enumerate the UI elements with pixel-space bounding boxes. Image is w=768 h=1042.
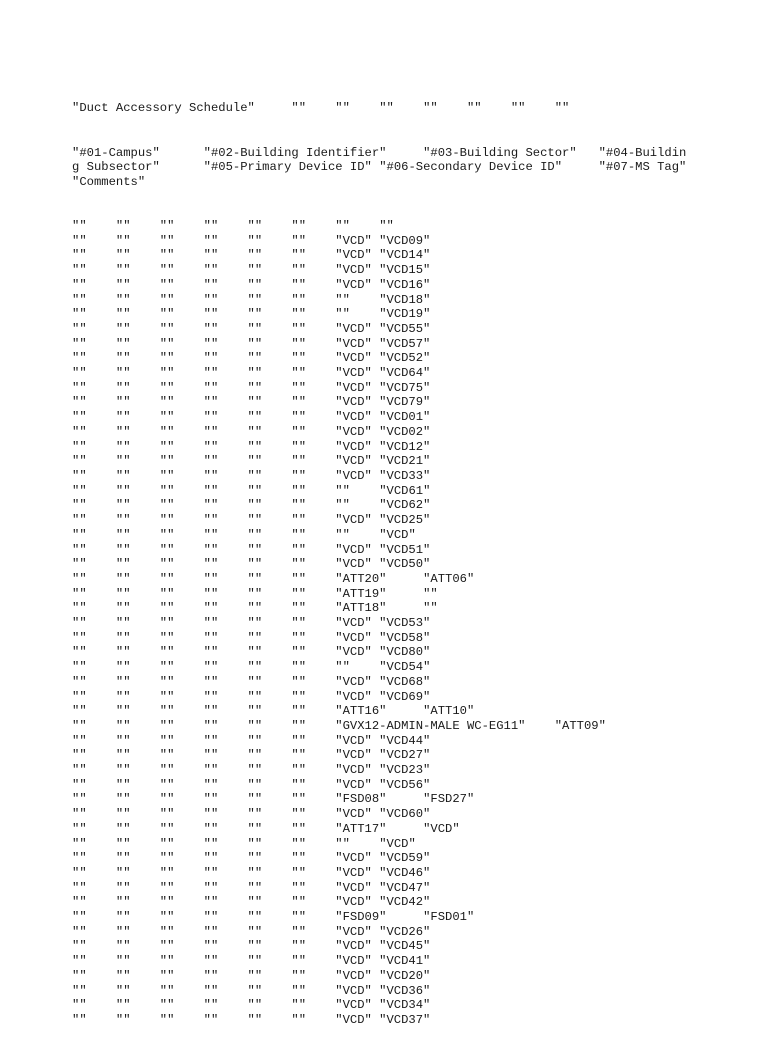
schedule-row: "" "" "" "" "" "" "VCD" "VCD16" — [72, 277, 431, 292]
schedule-row: "" "" "" "" "" "" "" "VCD18" — [72, 292, 431, 307]
schedule-row: "" "" "" "" "" "" "VCD" "VCD37" — [72, 1013, 431, 1027]
schedule-row: "" "" "" "" "" "" "VCD" "VCD56" — [72, 777, 431, 792]
document-text — [72, 72, 731, 1042]
schedule-row: "" "" "" "" "" "" "VCD" "VCD55" — [72, 321, 431, 336]
schedule-row: "" "" "" "" "" "" "VCD" "VCD25" — [72, 513, 431, 528]
schedule-row: "" "" "" "" "" "" "VCD" "VCD21" — [72, 454, 431, 469]
schedule-row: "" "" "" "" "" "" "ATT17" "VCD" — [72, 821, 460, 836]
schedule-row: "" "" "" "" "" "" "VCD" "VCD52" — [72, 351, 431, 366]
schedule-row: "" "" "" "" "" "" "VCD" "VCD75" — [72, 380, 431, 395]
schedule-title-line: "Duct Accessory Schedule" "" "" "" "" "" "" "" — [72, 101, 570, 116]
schedule-row: "" "" "" "" "" "" "VCD" "VCD12" — [72, 439, 431, 454]
column-header-line: "#01-Campus" "#02-Building Identifier" "#03-Building Sector" "#04-Building Subsector" "#05-Primary Device ID" "#06-Secondary Device ID" "#07-MS Tag" "Comments" — [72, 145, 731, 189]
schedule-row: "" "" "" "" "" "" "VCD" "VCD42" — [72, 895, 431, 910]
schedule-row: "" "" "" "" "" "" "VCD" "VCD14" — [72, 248, 431, 263]
schedule-row: "" "" "" "" "" "" "" "VCD62" — [72, 498, 431, 513]
schedule-row: "" "" "" "" "" "" "" "VCD" — [72, 527, 416, 542]
schedule-row: "" "" "" "" "" "" "VCD" "VCD01" — [72, 410, 431, 425]
schedule-row: "" "" "" "" "" "" "VCD" "VCD50" — [72, 557, 431, 572]
schedule-rows — [72, 219, 692, 1028]
schedule-row: "" "" "" "" "" "" "VCD" "VCD02" — [72, 424, 431, 439]
schedule-row: "" "" "" "" "" "" "VCD" "VCD33" — [72, 468, 431, 483]
schedule-row: "" "" "" "" "" "" "FSD08" "FSD27" — [72, 792, 475, 807]
schedule-row: "" "" "" "" "" "" "VCD" "VCD57" — [72, 336, 431, 351]
schedule-row: "" "" "" "" "" "" "VCD" "VCD69" — [72, 689, 431, 704]
schedule-row: "" "" "" "" "" "" "ATT19" "" — [72, 586, 438, 601]
schedule-row: "" "" "" "" "" "" "" "VCD54" — [72, 660, 431, 675]
schedule-row: "" "" "" "" "" "" "ATT18" "" — [72, 601, 438, 616]
schedule-row: "" "" "" "" "" "" "" "" — [72, 219, 394, 234]
schedule-row: "" "" "" "" "" "" "VCD" "VCD09" — [72, 233, 431, 248]
schedule-row: "" "" "" "" "" "" "VCD" "VCD64" — [72, 366, 431, 381]
schedule-row: "" "" "" "" "" "" "VCD" "VCD36" — [72, 983, 431, 998]
schedule-row: "" "" "" "" "" "" "GVX12-ADMIN-MALE WC-EG11" "ATT09" — [72, 718, 606, 733]
schedule-row: "" "" "" "" "" "" "" "VCD" — [72, 836, 416, 851]
schedule-row: "" "" "" "" "" "" "VCD" "VCD79" — [72, 395, 431, 410]
schedule-row: "" "" "" "" "" "" "VCD" "VCD27" — [72, 748, 431, 763]
schedule-row: "" "" "" "" "" "" "" "VCD61" — [72, 483, 431, 498]
schedule-row: "" "" "" "" "" "" "ATT20" "ATT06" — [72, 571, 475, 586]
schedule-row: "" "" "" "" "" "" "VCD" "VCD60" — [72, 807, 431, 822]
schedule-row: "" "" "" "" "" "" "VCD" "VCD41" — [72, 954, 431, 969]
schedule-row: "" "" "" "" "" "" "VCD" "VCD23" — [72, 763, 431, 778]
schedule-row: "" "" "" "" "" "" "VCD" "VCD53" — [72, 616, 431, 631]
schedule-row: "" "" "" "" "" "" "VCD" "VCD47" — [72, 880, 431, 895]
schedule-row: "" "" "" "" "" "" "VCD" "VCD20" — [72, 968, 431, 983]
schedule-row: "" "" "" "" "" "" "VCD" "VCD68" — [72, 674, 431, 689]
schedule-row: "" "" "" "" "" "" "VCD" "VCD59" — [72, 851, 431, 866]
schedule-row: "" "" "" "" "" "" "" "VCD19" — [72, 307, 431, 322]
schedule-row: "" "" "" "" "" "" "FSD09" "FSD01" — [72, 910, 475, 925]
schedule-row: "" "" "" "" "" "" "VCD" "VCD15" — [72, 263, 431, 278]
schedule-row: "" "" "" "" "" "" "ATT16" "ATT10" — [72, 704, 475, 719]
schedule-row: "" "" "" "" "" "" "VCD" "VCD45" — [72, 939, 431, 954]
schedule-row: "" "" "" "" "" "" "VCD" "VCD26" — [72, 924, 431, 939]
schedule-row: "" "" "" "" "" "" "VCD" "VCD34" — [72, 998, 431, 1013]
schedule-row: "" "" "" "" "" "" "VCD" "VCD80" — [72, 645, 431, 660]
schedule-row: "" "" "" "" "" "" "VCD" "VCD46" — [72, 865, 431, 880]
schedule-row: "" "" "" "" "" "" "VCD" "VCD58" — [72, 630, 431, 645]
schedule-row: "" "" "" "" "" "" "VCD" "VCD51" — [72, 542, 431, 557]
schedule-row: "" "" "" "" "" "" "VCD" "VCD44" — [72, 733, 431, 748]
